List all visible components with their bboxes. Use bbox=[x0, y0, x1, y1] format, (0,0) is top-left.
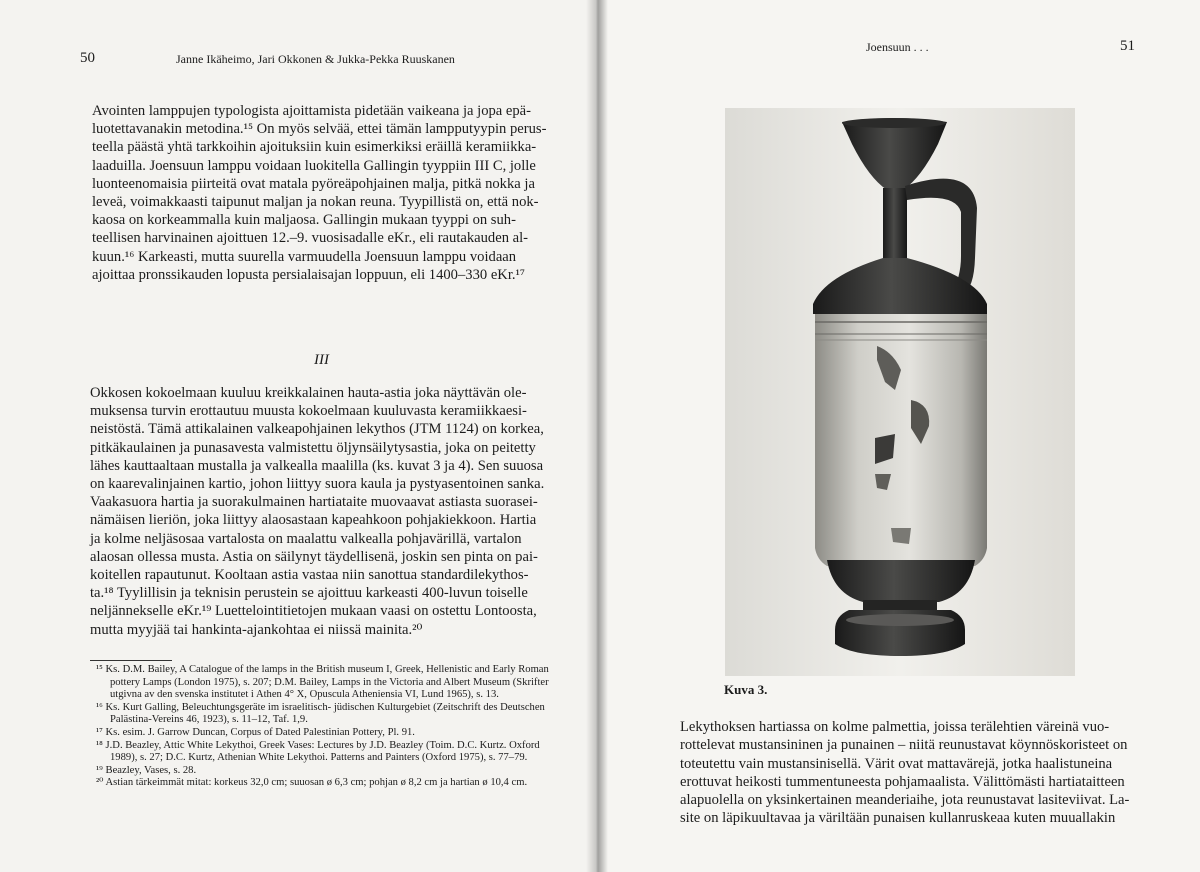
text-line: lähes kauttaaltaan mustalla ja valkealla maalilla (ks. kuvat 3 ja 4). Sen suuosa bbox=[90, 457, 544, 474]
text-line: neistöstä. Tämä attikalainen valkeapohjainen lekythos (JTM 1124) on korkea, bbox=[90, 421, 544, 438]
text-line: mutta myyjää tai hankinta-ajankohtaa ei niissä mainita.²⁰ bbox=[90, 621, 423, 638]
text-line: neljännekselle eKr.¹⁹ Luettelointitietojen mukaan vaasi on ostettu Lontoosta, bbox=[90, 603, 537, 620]
left-running-head: Janne Ikäheimo, Jari Okkonen & Jukka-Pekka Ruuskanen bbox=[176, 52, 455, 66]
text-line: laaduilla. Joensuun lamppu voidaan luokitella Gallingin tyyppiin III C, jolle bbox=[92, 157, 536, 174]
lekythos-photograph bbox=[725, 108, 1075, 676]
text-line: teella päästä yhtä tarkkoihin ajoituksiin kuin esimerkiksi eräillä keramiikka- bbox=[92, 139, 537, 156]
text-line: Avointen lamppujen typologista ajoittamista pidetään vaikeana ja jopa epä- bbox=[92, 103, 532, 119]
text-line: ta.¹⁸ Tyylillisin ja teknisin perustein se ajoittuu karkeasti 400-luvun toiselle bbox=[90, 585, 528, 602]
footnote-16: ¹⁶ Ks. Kurt Galling, Beleuchtungsgeräte im israelitisch- jüdischen Kulturgebiet (Zeitschrift des Deutschen Palästina-Vereins 46, 1923), s. 11–12, Taf. 1,9. bbox=[96, 701, 545, 726]
text-line: alaosan ollessa musta. Astia on säilynyt täydellisenä, joskin sen pinta on pai- bbox=[90, 548, 538, 565]
text-line: teellisen harvinainen ajoittuen 12.–9. vuosisadalle eKr., eli rautakauden al- bbox=[92, 230, 529, 247]
footnote-15: ¹⁵ Ks. D.M. Bailey, A Catalogue of the lamps in the British museum I, Greek, Hellenistic and Early Roman pottery Lamps (London 1975), s. 207; D.M. Bailey, Lamps in the Victoria and Albert Museum (Skrifter utgivna av den svenska institutet i Athen 4° X, Opuscula Atheniensia VI, Lund 1965), s. 13. bbox=[96, 664, 549, 701]
text-line: erottuvat heikosti tummentuneesta pohjamaalista. Välittömästi hartiataitteen bbox=[680, 773, 1125, 790]
text-line: site on läpikuultavaa ja väriltään punaisen kullanruskeaa kuten muuallakin bbox=[680, 810, 1116, 827]
text-line: alapuolella on yksinkertainen meanderiaihe, jota reunustavat lasiteviivat. La- bbox=[680, 792, 1130, 809]
text-line: toteutettu vain mustansinisellä. Värit ovat mattavärejä, jotka haalistuneina bbox=[680, 755, 1113, 772]
text-line: muksensa turvin erottautuu muusta kokoelmaan kuuluvasta keramiikkaesi- bbox=[90, 403, 527, 420]
text-line: Lekythoksen hartiassa on kolme palmettia, joissa terälehtien väreinä vuo- bbox=[680, 719, 1110, 735]
text-line: koitellen rapautunut. Kooltaan astia vastaa niin sanottua standardilekythos- bbox=[90, 567, 529, 584]
footnote-20: ²⁰ Astian tärkeimmät mitat: korkeus 32,0 cm; suuosan ø 6,3 cm; pohjan ø 8,2 cm ja hartian ø 10,4 cm. bbox=[96, 777, 528, 789]
right-page-number: 51 bbox=[1120, 38, 1135, 54]
text-line: on kaarevalinjainen kartio, johon liittyy suora kaula ja pystyasentoinen sanka. bbox=[90, 476, 545, 493]
footnote-17: ¹⁷ Ks. esim. J. Garrow Duncan, Corpus of Dated Palestinian Pottery, Pl. 91. bbox=[96, 726, 415, 738]
text-line: luotettavanakin metodina.¹⁵ On myös selvää, ettei tämän lampputyypin perus- bbox=[92, 121, 547, 138]
left-page bbox=[0, 0, 598, 872]
footnote-rule bbox=[90, 660, 172, 661]
text-line: nämäisen lieriön, joka liittyy alaosastaan kapeahkoon pohjakiekkoon. Hartia bbox=[90, 512, 537, 529]
footnotes bbox=[90, 664, 568, 790]
text-line: Okkosen kokoelmaan kuuluu kreikkalainen hauta-astia joka näyttävän ole- bbox=[90, 385, 527, 401]
text-line: pitkäkaulainen ja punasavesta valmistettu öljynsäilytysastia, joka on peitetty bbox=[90, 439, 536, 456]
text-line: ja kolme neljäsosaa vartalosta on maalattu valkealla pohjavärillä, vartalon bbox=[90, 530, 522, 547]
lekythos-vase-image bbox=[725, 108, 1075, 676]
paragraph-2 bbox=[90, 384, 568, 639]
text-line: luonteenomaisia piirteitä ovat matala pyöreäpohjainen malja, pitkä nokka ja bbox=[92, 175, 535, 192]
section-heading: III bbox=[314, 352, 329, 368]
figure-caption: Kuva 3. bbox=[724, 682, 768, 697]
text-line: kaosa on korkeammalla kuin maljaosa. Gallingin mukaan tyyppi on suh- bbox=[92, 212, 516, 229]
footnote-18: ¹⁸ J.D. Beazley, Attic White Lekythoi, Greek Vases: Lectures by J.D. Beazley (Toim. D.C. Kurtz. Oxford 1989), s. 27; D.C. Kurtz, Athenian White Lekythoi. Patterns and Painters (Oxford 1975), s. 77–79. bbox=[96, 739, 540, 764]
right-paragraph bbox=[680, 718, 1138, 828]
right-running-head: Joensuun . . . bbox=[866, 40, 929, 54]
paragraph-1 bbox=[92, 102, 556, 284]
text-line: kuun.¹⁶ Karkeasti, mutta suurella varmuudella Joensuun lamppu voidaan bbox=[92, 248, 517, 265]
text-line: ajoittaa pronssikauden lopusta persialaisajan loppuun, eli 1400–330 eKr.¹⁷ bbox=[92, 266, 525, 283]
left-page-number: 50 bbox=[80, 50, 95, 66]
text-line: leveä, voimakkaasti taipunut maljan ja nokan reuna. Tyypillistä on, että nok- bbox=[92, 194, 539, 211]
footnote-19: ¹⁹ Beazley, Vases, s. 28. bbox=[96, 764, 197, 776]
text-line: rottelevat mustansininen ja punainen – niitä reunustavat köynnöskoristeet on bbox=[680, 737, 1128, 754]
text-line: Vaakasuora hartia ja suorakulmainen hartiataite muovaavat astiasta suorasei- bbox=[90, 494, 538, 511]
